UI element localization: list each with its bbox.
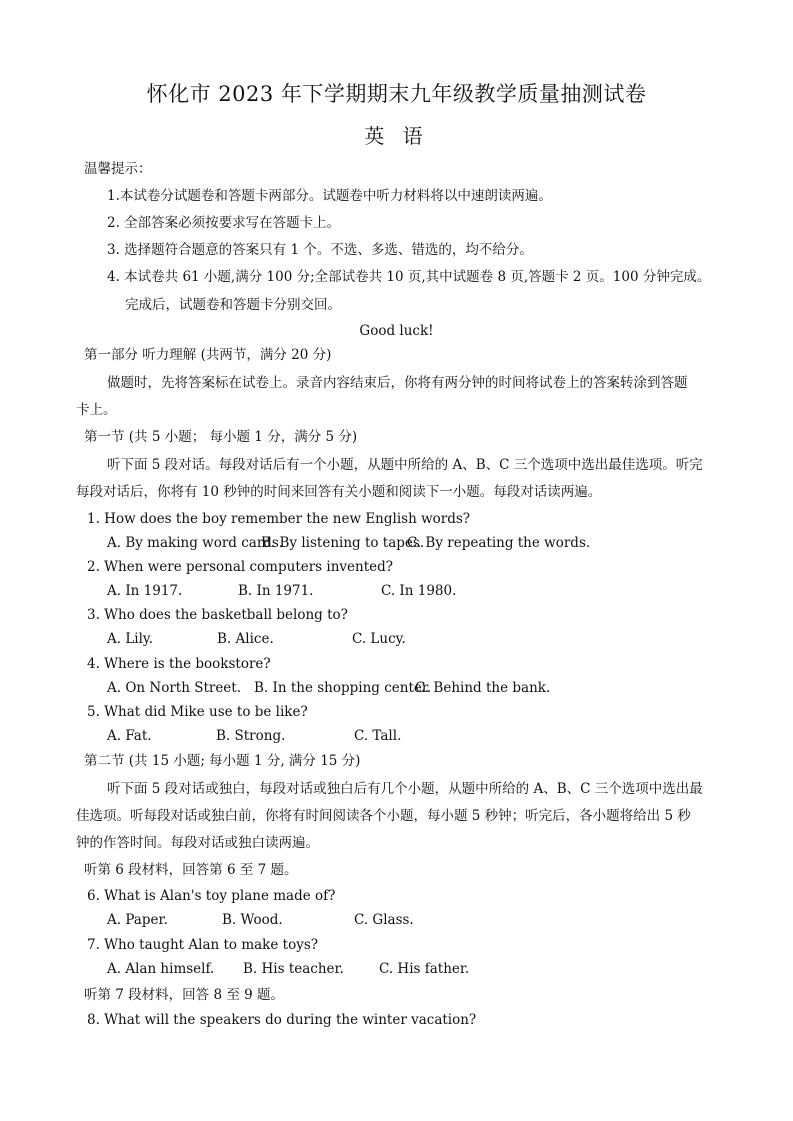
tip-item: 4. 本试卷共 61 小题,满分 100 分;全部试卷共 10 页,其中试题卷 8 页,答题卡 2 页。100 分钟完成。: [107, 269, 711, 285]
option-a: A. Lily.: [107, 631, 154, 647]
option-b: B. Strong.: [216, 728, 286, 744]
part1-instruction: 做题时，先将答案标在试卷上。录音内容结束后，你将有两分钟的时间将试卷上的答案转涂到答题: [107, 375, 688, 391]
option-c: C. His father.: [379, 961, 470, 977]
option-c: C. By repeating the words.: [407, 535, 591, 551]
tips-heading: 温馨提示：: [84, 161, 152, 177]
question-text: 5. What did Mike use to be like?: [87, 704, 308, 720]
tip-item: 1.本试卷分试题卷和答题卡两部分。试题卷中听力材料将以中速朗读两遍。: [107, 188, 552, 204]
section2-instruction: 听下面 5 段对话或独白，每段对话或独白后有几个小题，从题中所给的 A、B、C 三个选项中选出最: [107, 781, 703, 797]
option-c: C. Tall.: [354, 728, 402, 744]
good-luck-text: Good luck!: [359, 323, 434, 339]
material-heading: 听第 6 段材料，回答第 6 至 7 题。: [84, 862, 298, 878]
section1-instruction: 听下面 5 段对话。每段对话后有一个小题，从题中所给的 A、B、C 三个选项中选出最佳选项。听完: [107, 457, 703, 473]
option-c: C. In 1980.: [381, 583, 457, 599]
option-b: B. By listening to tapes.: [261, 535, 425, 551]
section1-instruction: 每段对话后，你将有 10 秒钟的时间来回答有关小题和阅读下一小题。每段对话读两遍。: [76, 484, 602, 500]
section2-instruction: 钟的作答时间。每段对话或独白读两遍。: [76, 835, 319, 851]
tip-item: 完成后，试题卷和答题卡分别交回。: [125, 297, 341, 313]
option-b: B. His teacher.: [243, 961, 344, 977]
question-text: 2. When were personal computers invented?: [87, 559, 394, 575]
option-c: C. Lucy.: [352, 631, 406, 647]
part1-heading: 第一部分 听力理解 (共两节，满分 20 分): [84, 347, 332, 363]
option-b: B. Alice.: [217, 631, 274, 647]
question-text: 6. What is Alan's toy plane made of?: [87, 888, 336, 904]
part1-instruction: 卡上。: [76, 402, 117, 418]
option-c: C. Behind the bank.: [415, 680, 551, 696]
tip-item: 2. 全部答案必须按要求写在答题卡上。: [107, 215, 341, 231]
option-a: A. Paper.: [107, 912, 168, 928]
option-c: C. Glass.: [354, 912, 414, 928]
question-text: 1. How does the boy remember the new English words?: [87, 511, 471, 527]
option-a: A. On North Street.: [107, 680, 242, 696]
question-text: 7. Who taught Alan to make toys?: [87, 937, 318, 953]
tip-item: 3. 选择题符合题意的答案只有 1 个。不选、多选、错选的，均不给分。: [107, 242, 533, 258]
section1-heading: 第一节 (共 5 小题； 每小题 1 分，满分 5 分): [84, 429, 358, 445]
option-b: B. In 1971.: [238, 583, 314, 599]
subject-title: 英 语: [364, 124, 429, 148]
option-a: A. Alan himself.: [107, 961, 215, 977]
question-text: 3. Who does the basketball belong to?: [87, 607, 348, 623]
option-b: B. In the shopping center.: [254, 680, 432, 696]
section2-instruction: 佳选项。听每段对话或独白前，你将有时间阅读各个小题，每小题 5 秒钟；听完后，各小题将给出 5 秒: [76, 808, 691, 824]
section2-heading: 第二节 (共 15 小题; 每小题 1 分, 满分 15 分): [84, 753, 361, 769]
material-heading: 听第 7 段材料，回答 8 至 9 题。: [84, 987, 285, 1003]
question-text: 8. What will the speakers do during the winter vacation?: [87, 1012, 477, 1028]
option-a: A. By making word cards.: [107, 535, 284, 551]
option-a: A. Fat.: [107, 728, 152, 744]
exam-title: 怀化市 2023 年下学期期末九年级教学质量抽测试卷: [146, 82, 647, 106]
option-b: B. Wood.: [222, 912, 283, 928]
option-a: A. In 1917.: [107, 583, 183, 599]
question-text: 4. Where is the bookstore?: [87, 656, 271, 672]
